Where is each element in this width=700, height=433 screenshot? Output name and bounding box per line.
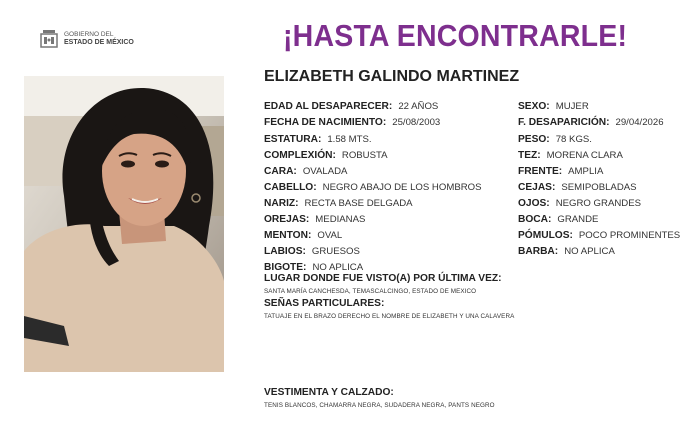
field-row	[518, 198, 641, 210]
field-label: LABIOS:	[264, 246, 306, 257]
field-value: SEMIPOBLADAS	[561, 182, 637, 193]
field-label: FECHA DE NACIMIENTO:	[264, 117, 387, 128]
field-value: 29/04/2026	[615, 117, 664, 128]
field-value: AMPLIA	[568, 166, 604, 177]
marks-label: SEÑAS PARTICULARES:	[264, 298, 385, 309]
field-label: CABELLO:	[264, 182, 317, 193]
field-row	[518, 150, 623, 162]
field-row	[518, 246, 615, 258]
field-row	[264, 166, 347, 178]
field-row	[264, 150, 388, 162]
field-label: CEJAS:	[518, 182, 556, 193]
field-row	[518, 117, 664, 129]
field-value: 1.58 MTS.	[327, 134, 372, 145]
field-row	[264, 117, 440, 129]
last-seen-label: LUGAR DONDE FUE VISTO(A) POR ÚLTIMA VEZ:	[264, 273, 502, 284]
field-label: BARBA:	[518, 246, 559, 257]
state-emblem-icon	[40, 28, 58, 50]
field-row	[264, 214, 365, 226]
field-label: BIGOTE:	[264, 262, 307, 273]
field-value: 25/08/2003	[392, 117, 441, 128]
marks-value: TATUAJE EN EL BRAZO DERECHO EL NOMBRE DE ELIZABETH Y UNA CALAVERA	[264, 313, 515, 320]
person-photo	[24, 76, 224, 372]
headline: ¡HASTA ENCONTRARLE!	[283, 18, 628, 53]
field-label: PESO:	[518, 134, 550, 145]
field-row	[264, 246, 360, 258]
field-value: NO APLICA	[564, 246, 615, 257]
field-label: OREJAS:	[264, 214, 310, 225]
field-row	[518, 230, 680, 242]
field-label: NARIZ:	[264, 198, 299, 209]
field-label: BOCA:	[518, 214, 552, 225]
field-value: OVAL	[317, 230, 343, 241]
clothing-value: TENIS BLANCOS, CHAMARRA NEGRA, SUDADERA NEGRA, PANTS NEGRO	[264, 402, 495, 409]
field-label: SEXO:	[518, 101, 550, 112]
field-label: PÓMULOS:	[518, 230, 573, 241]
field-label: COMPLEXIÓN:	[264, 150, 336, 161]
field-row	[264, 182, 482, 194]
field-value: GRANDE	[557, 214, 599, 225]
gov-line-1: GOBIERNO DEL	[64, 31, 114, 38]
field-row	[518, 101, 589, 113]
field-value: MORENA CLARA	[546, 150, 623, 161]
field-row	[264, 134, 372, 146]
field-value: NEGRO ABAJO DE LOS HOMBROS	[322, 182, 482, 193]
clothing-label: VESTIMENTA Y CALZADO:	[264, 387, 394, 398]
field-value: ROBUSTA	[341, 150, 388, 161]
field-label: OJOS:	[518, 198, 550, 209]
field-row	[518, 214, 598, 226]
field-value: NEGRO GRANDES	[555, 198, 641, 209]
field-row	[518, 134, 592, 146]
field-value: GRUESOS	[311, 246, 360, 257]
field-value: 78 KGS.	[555, 134, 592, 145]
field-row	[264, 198, 413, 210]
person-name: ELIZABETH GALINDO MARTINEZ	[264, 68, 520, 85]
last-seen-value: SANTA MARÍA CANCHESDA, TEMASCALCINGO, ESTADO DE MEXICO	[264, 288, 477, 295]
government-logo	[40, 28, 134, 50]
gov-line-2: ESTADO DE MÉXICO	[64, 39, 134, 46]
field-value: POCO PROMINENTES	[578, 230, 681, 241]
field-label: TEZ:	[518, 150, 541, 161]
field-label: FRENTE:	[518, 166, 563, 177]
field-label: F. DESAPARICIÓN:	[518, 117, 610, 128]
field-value: MEDIANAS	[315, 214, 366, 225]
field-row	[518, 166, 603, 178]
field-value: MUJER	[555, 101, 589, 112]
field-row	[264, 230, 342, 242]
field-label: CARA:	[264, 166, 297, 177]
field-label: MENTON:	[264, 230, 312, 241]
field-label: ESTATURA:	[264, 134, 322, 145]
field-value: OVALADA	[302, 166, 348, 177]
field-row	[264, 101, 438, 113]
field-label: EDAD AL DESAPARECER:	[264, 101, 393, 112]
field-value: RECTA BASE DELGADA	[304, 198, 413, 209]
field-value: 22 AÑOS	[398, 101, 439, 112]
field-value: NO APLICA	[312, 262, 364, 273]
field-row	[518, 182, 637, 194]
